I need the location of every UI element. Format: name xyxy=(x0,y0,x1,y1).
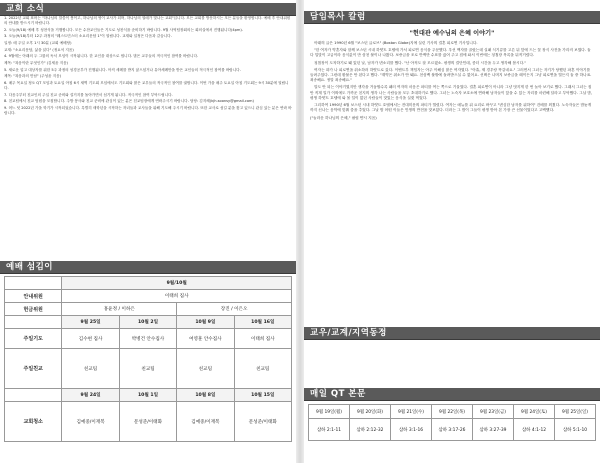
service-cell: 이태희 집사 xyxy=(62,290,292,303)
column-paragraph: 말도 안 되는 이야기였지만 생각을 거듭할수록 패러 여자의 마음은 파티를 여는 쪽으로 기울었다. 결혼 피로연이 아니라 그냥 멋지게 한 번 놀아 보기로 했다. 그래서 그녀는 집안 직계 일가 이외에도 가까운 친지의 생각 나는 사람들을 모두 초대하기로 했다. 그녀는 노숙자 보호소에 연락해 남자들이 앉을 수 있는 자리를 마련해 달라고 부탁했다. 그날 밤, 평생 하얏트 호텔에 와 볼 일이 없던 사람들이 맛있는 음식을 실컷 먹었다. xyxy=(310,85,593,100)
column-source: ("놀라운 하나님의 은혜," 필립 얀시 지음) xyxy=(310,116,377,121)
qt-passage: 삼하 3:17-26 xyxy=(432,419,473,441)
qt-date: 9월 24일(토) xyxy=(514,405,555,419)
qt-date: 9월 20일(화) xyxy=(350,405,391,419)
service-cell: 김예중/이재복 xyxy=(62,402,119,442)
page-gutter xyxy=(296,0,304,463)
column-paragraph: 청첩장이 도착하기로 돼 있던 날, 남자가 변소리를 했다. "난 아직도 잘 모르겠소. 평생의 결단인데, 좀더 시간을 두고 생각해 봅시다." xyxy=(314,60,527,65)
service-cell: 이태희 집사 xyxy=(234,329,291,349)
service-cell: 홍윤정 / 이하은 xyxy=(62,303,177,316)
news-item-5: 5. 새로운 업고 대상자를 위한 5주 과정의 성경공부가 진행됩니다. 아직 세례를 받지 않으셨거나 유아세례만을 받은 교인들의 적극적인 참여를 바랍니다. xyxy=(4,67,241,72)
column-title: "헌대관 예수님의 은혜 이야기" xyxy=(409,30,495,37)
service-row-label: 헌금위원 xyxy=(5,303,62,316)
qt-passage: 삼하 5:1-10 xyxy=(555,419,596,441)
qt-date: 9월 19일(월) xyxy=(309,405,350,419)
news-item-1: 1. 2022년 교회 표어는 "하나님의 말씀이 쌓이고, 하나님의 영이 교사가 되며, 하나님의 열매가 빛나는 교회"입니다. 모든 교회를 방문하시는 모든 분들을 환영합니다. 예배 후 안내위원의 안내를 받으시기 바랍니다. xyxy=(4,16,291,26)
news-item-3: 3. 오늘(9/18)부터 12주 과정의 "웨스트민스터 소요리문답 1"이 열립니다. 교재와 일정은 다음과 같습니다. xyxy=(4,34,172,39)
qt-passage: 삼하 4:1-12 xyxy=(514,419,555,441)
service-cell: 문성준/이태화 xyxy=(119,402,176,442)
qt-date: 9월 22일(목) xyxy=(432,405,473,419)
service-row-label: 주일기도 xyxy=(5,329,62,349)
service-cell: 문성준/이태화 xyxy=(234,402,291,442)
service-cell: 박병건 안수집사 xyxy=(119,329,176,349)
news-item-4-title: 제목: "복음이란 무엇인가" (김세윤 지음) xyxy=(4,60,68,65)
news-item-9: 9. 어느 덧 2022년 가을 학기가 시작되었습니다. 특별히 새학년을 시작하는 자녀들과 교사들을 위해 기도해 주시기 바랍니다. 또한 교사로 섬길 분을 찾고 있으니 관심 있는 분은 연락 바랍니다. xyxy=(4,105,292,115)
service-date: 10월 9일 xyxy=(177,316,234,329)
local-news-header: 교우/교계/지역동정 xyxy=(304,327,600,340)
service-cell: 친교팀 xyxy=(62,349,119,389)
service-row-label: 교회청소 xyxy=(5,402,62,442)
service-date: 10월 15일 xyxy=(234,389,291,402)
service-header: 예배 섬김이 xyxy=(0,261,296,274)
qt-passage: 삼하 3:1-16 xyxy=(391,419,432,441)
service-date: 10월 16일 xyxy=(234,316,291,329)
news-item-5-title: 제목: "복음과의 만남" (주성윤 지음) xyxy=(4,74,62,79)
column-paragraph: 아래의 글은 1990년 6월 "보스턴 글로브" (Boston Globe)지에 실린 기사의 결혼 피로연 기사입니다. xyxy=(314,41,478,45)
column-paragraph: 그리하여 1990년 6월 보스턴 시내 하얏트 호텔에서는 전대미문의 파티가 열렸다. 여자는 메뉴를 위 요리로 바꾸고 "변심한 남자를 위하여" 건배를 외쳤다. 노숙자들은 밤늦게까지 신나는 음악에 맞춰 춤을 추었다. 그날 밤 어떤 이들은 인생의 반전을 맛보았다. 더러는 그 밤이 그들이 평생 받아 본 가장 큰 선물이었다고 고백했다. xyxy=(310,102,592,112)
news-item-8: 8. 친교팀에서 친교 팀원을 모집합니다. 주방 봉사와 친교 준비에 관심이 있는 분은 친교팀장에게 연락주시기 바랍니다. 담당: 김지혜(kjh.soonsy@gmail.com) xyxy=(4,99,254,104)
service-cell: 김수현 집사 xyxy=(62,329,119,349)
pastor-column-header: 담임목사 칼럼 xyxy=(304,11,600,24)
service-date: 9월 24일 xyxy=(62,389,119,402)
qt-passage: 삼하 2:12-32 xyxy=(350,419,391,441)
qt-table xyxy=(308,404,596,441)
news-item-3-textbook: 교재: "소요리문답, 삶을 읽다" (정요석 지음) xyxy=(4,47,74,52)
pastor-column xyxy=(304,0,600,123)
column-paragraph: "한 여자가 약혼자와 함께 보스턴 시내 하얏트 호텔에 가서 피로연 음식을 주문했다. 우선 맥자를 골랐는데 실패 식기류를 고른 뒤 앞에 드는 꽃 장식 사진을 가리켜 보였다. 둘 다 입맛이 고급이라 음식값이 만 삼천 불이나 나왔다. 보증금을 조로 반액만 수표를 끊어 주고 집에 와서 이번에는 청첩장 목록을 뒤적거렸다. xyxy=(310,48,591,58)
service-row-label: 주일친교 xyxy=(5,349,62,389)
service-date: 9월 25일 xyxy=(62,316,119,329)
qt-date: 9월 25일(일) xyxy=(555,405,596,419)
column-paragraph: 여자는 화가 나 피로연을 취소하러 하얏트로 갔다. 이벤트부 책임자는 아주 이해심 많은 여자였다. "아휴, 제 경우랑 똑같네요." 그러면서 그녀는 자기가 당했던 파혼 이야기를 들려주었다. 그런데 환불은 안 된다고 했다. "계약은 취소가 안 돼요. 천삼백 불밖에 돌려받으실 수 없어요. 선택은 나머지 보증금을 떼이든지 그냥 피로연을 열든지 둘 중 하나죠. 죄송해요. 정말 죄송해요." xyxy=(310,67,592,83)
qt-passage: 삼하 2:1-11 xyxy=(309,419,350,441)
service-row-label: 안내위원 xyxy=(5,290,62,303)
service-cell: 여영훈 안수집사 xyxy=(177,329,234,349)
qt-date: 9월 21일(수) xyxy=(391,405,432,419)
right-page xyxy=(304,0,600,463)
service-cell: 장진 / 이은오 xyxy=(177,303,292,316)
left-page xyxy=(0,0,296,463)
news-list xyxy=(4,16,292,117)
service-table xyxy=(4,276,292,442)
service-month: 9월/10월 xyxy=(62,277,292,290)
column-body xyxy=(304,41,600,121)
service-date: 10월 8일 xyxy=(177,389,234,402)
service-cell: 친교팀 xyxy=(119,349,176,389)
service-cell: 친교팀 xyxy=(177,349,234,389)
qt-date: 9월 23일(금) xyxy=(473,405,514,419)
news-item-2: 2. 오늘(9/18) 예배 후 성찬식을 거행합니다. 모든 수찬교인들은 기도로 성찬식을 준비하기 바랍니다. 9월 사역팀장회의는 회의실에서 진행됩니다(4pm). xyxy=(4,27,243,32)
service-date: 10월 1일 xyxy=(119,389,176,402)
service-cell: 친교팀 xyxy=(234,349,291,389)
service-cell: 김예중/이재복 xyxy=(177,402,234,442)
qt-header: 매일 QT 본문 xyxy=(304,388,600,401)
news-item-7: 7. 다음주부터 친교인의 주일 친교 준비와 설거지를 돌아가면서 섬기게 됩니다. 적극적인 참여 부탁드립니다. xyxy=(4,92,173,97)
news-item-4: 4. 9월에는 아래의 두 그룹의 독서 모임이 시작됩니다. 한 교인을 대상으로 엽니다. 많은 교우들의 적극적인 참여를 바랍니다. xyxy=(4,54,199,59)
news-item-3-schedule: 일정: 매 주일 오후 1시 30분 (교회 예배당) xyxy=(4,40,72,45)
news-header: 교회 소식 xyxy=(0,3,296,16)
news-item-6: 6. 매주 목요일 정오 QT 모임과 토요일 아침 6시 새벽 기도회 모임에서도 기도회와 많은 교우들의 적극적인 참여를 권합니다. 이번 가을 매주 토요일 아침 기도회는 9시 30분에 열립니다. xyxy=(4,80,289,90)
qt-passage: 삼하 3:27-39 xyxy=(473,419,514,441)
service-date: 10월 2일 xyxy=(119,316,176,329)
